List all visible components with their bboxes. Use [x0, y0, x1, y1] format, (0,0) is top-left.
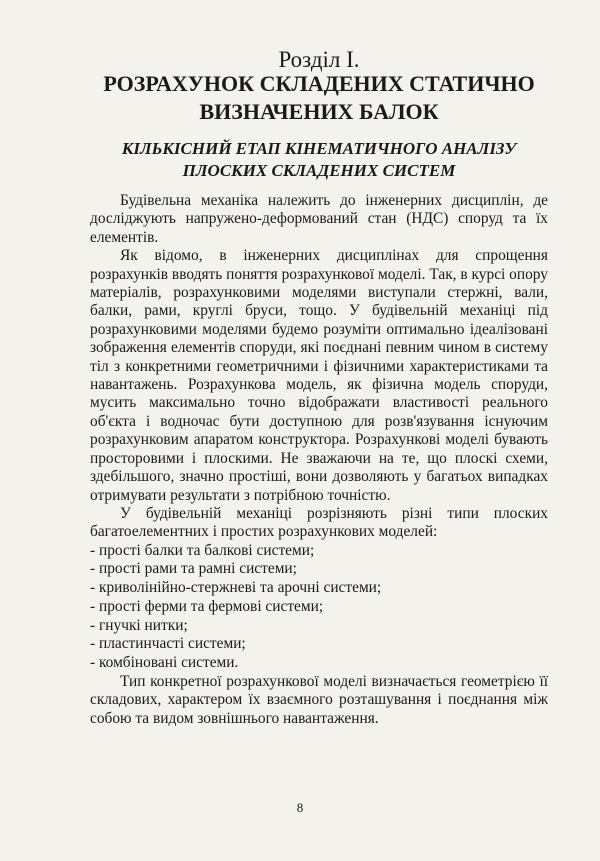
chapter-title-line: ВИЗНАЧЕНИХ БАЛОК [199, 99, 439, 124]
body-text [90, 192, 548, 728]
page-number: 8 [296, 800, 304, 815]
chapter-title [70, 70, 568, 126]
section-label: Розділ I. [278, 47, 360, 72]
paragraph: Будівельна механіка належить до інженерних дисциплін, де досліджують напружено-деформований стан (НДС) споруд та їх елементів. [90, 192, 548, 246]
section-subtitle-line: КІЛЬКІСНИЙ ЕТАП КІНЕМАТИЧНОГО АНАЛІЗУ [121, 139, 517, 158]
list-item: - прості балки та балкові системи; [90, 541, 315, 559]
closing-paragraph: Тип конкретної розрахункової моделі визначається геометрією її складових, характером їх взаємного розташування і поєднання між собою та видом зовнішнього навантаження. [90, 672, 548, 727]
section-subtitle [90, 138, 548, 182]
list-intro-paragraph: У будівельній механіці розрізняють різні типи плоских багатоелементних і простих розрахункових моделей: [90, 504, 548, 541]
list-item: - гнучкі нитки; [90, 616, 188, 634]
list-item: - прості ферми та фермові системи; [90, 597, 324, 615]
list-item: - криволінійно-стержневі та арочні системи; [90, 579, 382, 597]
section-subtitle-line: ПЛОСКИХ СКЛАДЕНИХ СИСТЕМ [182, 161, 456, 180]
list-item: - комбіновані системи. [90, 654, 239, 672]
list-item: - пластинчасті системи; [90, 635, 246, 653]
model-types-list [90, 542, 548, 673]
list-item: - прості рами та рамні системи; [90, 560, 297, 578]
paragraph: Як відомо, в інженерних дисциплінах для спрощення розрахунків вводять поняття розрахункової моделі. Так, в курсі опору матеріалів, розрахунковими моделями виступали стержні, вали, балки, рами, круглі бруси, тощо. У будівельній механіці під розрахунковими моделями будемо розуміти оптимально ідеалізовані зображення елементів споруди, які поєднані певним чином в систему тіл з конкретними геометричними і фізичними характеристиками та навантажень. Розрахункова модель, як фізична модель споруди, мусить максимально точно відображати властивості реального об'єкта і водночас бути доступною для розв'язування існуючим розрахунковим апаратом конструктора. Розрахункові моделі бувають просторовими і плоскими. Не зважаючи на те, що плоскі схеми, здебільшого, значно простіші, вони дозволяють у багатьох випадках отримувати результати з потрібною точністю. [90, 247, 548, 504]
chapter-title-line: РОЗРАХУНОК СКЛАДЕНИХ СТАТИЧНО [103, 71, 535, 96]
